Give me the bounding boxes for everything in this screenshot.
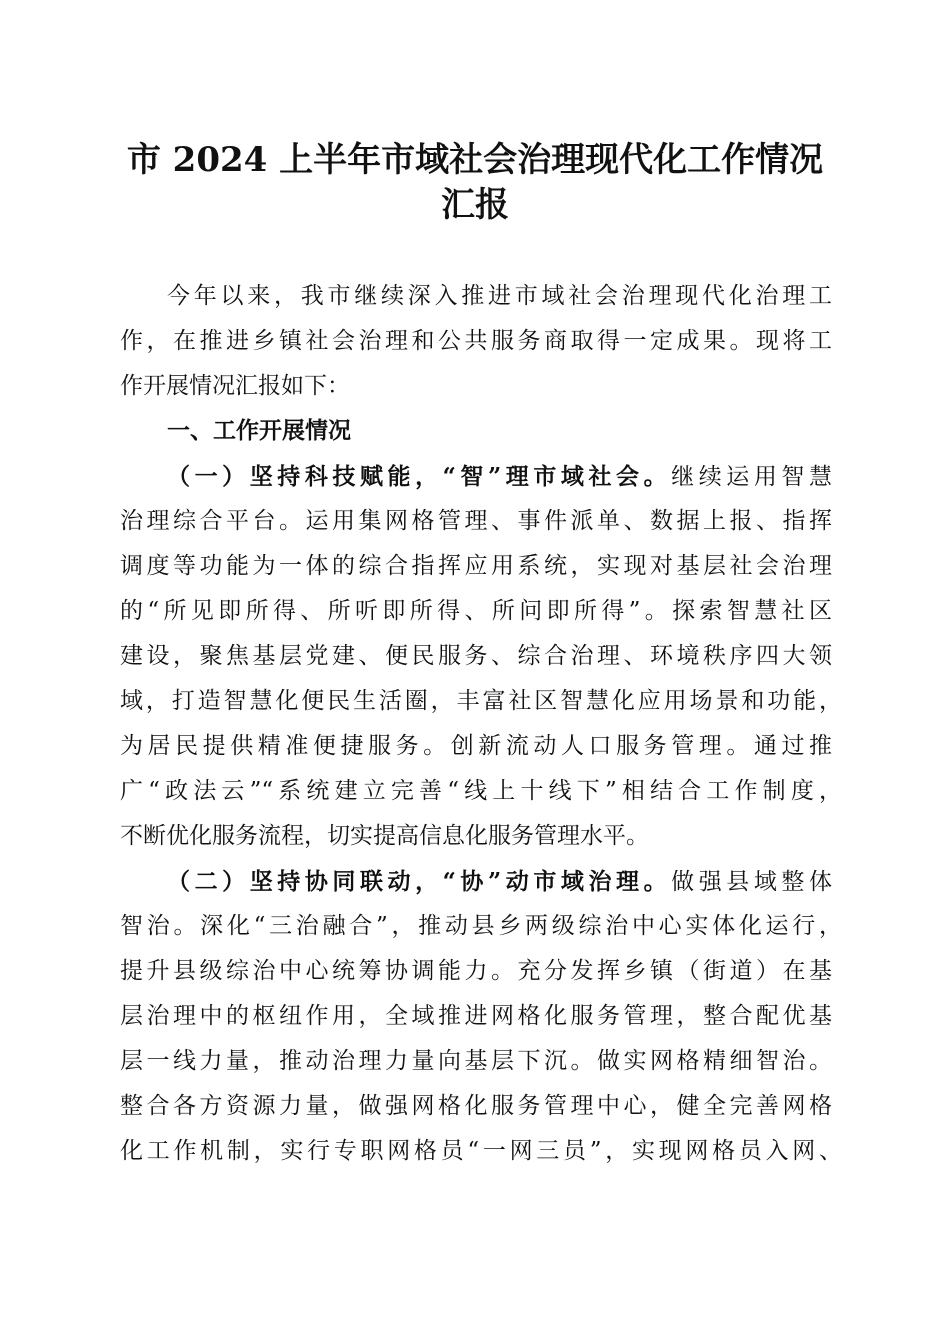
title-line-2: 汇报: [441, 185, 509, 225]
text-line: [167, 859, 832, 904]
text-line: 作，在推进乡镇社会治理和公共服务商取得一定成果。现将工: [120, 328, 832, 354]
text-line: 层一线力量，推动治理力量向基层下沉。做实网格精细智治。: [120, 1048, 832, 1074]
text-line: 域，打造智慧化便民生活圈，丰富社区智慧化应用场景和功能，: [120, 688, 842, 714]
text-line: 化工作机制，实行专职网格员“一网三员”，实现网格员入网、: [120, 1138, 842, 1164]
section-heading: 一、工作开展情况: [167, 418, 351, 444]
text-line: 层治理中的枢纽作用，全域推进网格化服务管理，整合配优基: [120, 1003, 832, 1029]
text-line: 作开展情况汇报如下：: [120, 373, 350, 399]
text-line: [167, 454, 832, 499]
text-line: 不断优化服务流程，切实提高信息化服务管理水平。: [120, 823, 649, 849]
text-line: 整合各方资源力量，做强网格化服务管理中心，健全完善网格: [120, 1093, 832, 1119]
text-line: 建设，聚焦基层党建、便民服务、综合治理、环境秩序四大领: [120, 643, 832, 669]
text-line: 提升县级综治中心统筹协调能力。充分发挥乡镇（街道）在基: [120, 958, 832, 984]
title-line-1: 市 2024 上半年市域社会治理现代化工作情况: [126, 140, 824, 180]
text-line: 的“所见即所得、所听即所得、所问即所得”。探索智慧社区: [120, 598, 832, 624]
text-span: 继续运用智慧: [671, 464, 832, 490]
text-line: 广“政法云”“系统建立完善“线上十线下”相结合工作制度，: [120, 778, 842, 804]
subsection-heading: （一）坚持科技赋能，“智”理市域社会。: [167, 463, 672, 490]
text-line: 为居民提供精准便捷服务。创新流动人口服务管理。通过推: [120, 733, 832, 759]
text-line: 今年以来，我市继续深入推进市域社会治理现代化治理工: [167, 283, 832, 309]
subsection-heading: （二）坚持协同联动，“协”动市域治理。: [167, 868, 672, 895]
text-span: 做强县域整体: [671, 869, 832, 895]
text-line: 智治。深化“三治融合”，推动县乡两级综治中心实体化运行，: [120, 913, 842, 939]
text-line: 调度等功能为一体的综合指挥应用系统，实现对基层社会治理: [120, 553, 832, 579]
text-line: 治理综合平台。运用集网格管理、事件派单、数据上报、指挥: [120, 508, 832, 534]
